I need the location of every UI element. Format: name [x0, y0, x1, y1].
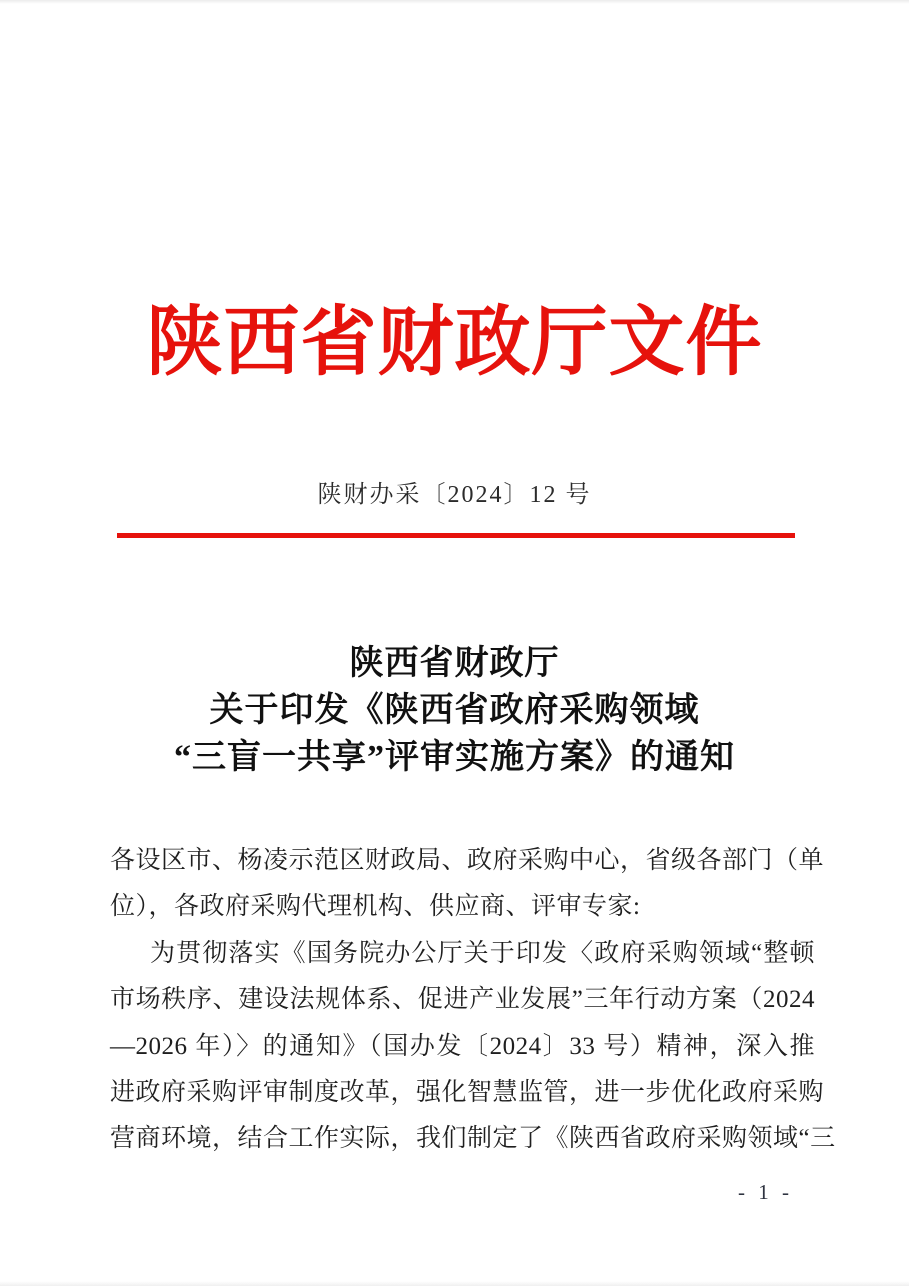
document-title-line-3: “三盲一共享”评审实施方案》的通知 [174, 739, 735, 776]
body-line: 位），各政府采购代理机构、供应商、评审专家: [110, 893, 641, 921]
page-number: - 1 - [738, 1180, 793, 1204]
letterhead-title: 陕西省财政厅文件 [146, 301, 763, 385]
document-title [0, 640, 909, 781]
document-title-line-2: 关于印发《陕西省政府采购领域 [209, 692, 700, 729]
body-line: 进政府采购评审制度改革，强化智慧监管，进一步优化政府采购 [110, 1078, 825, 1106]
body-line: 各设区市、杨凌示范区财政局、政府采购中心，省级各部门（单 [110, 847, 825, 874]
red-divider-line [117, 533, 795, 538]
document-title-line-1: 陕西省财政厅 [349, 645, 560, 682]
body-line: 市场秩序、建设法规体系、促进产业发展”三年行动方案（2024 [110, 986, 815, 1014]
body-line: 营商环境，结合工作实际，我们制定了《陕西省政府采购领域“三 [110, 1125, 836, 1153]
document-reference-number: 陕财办采〔2024〕12 号 [317, 482, 592, 508]
document-body [110, 838, 836, 1163]
scan-artifact-top [0, 0, 909, 4]
scan-artifact-bottom [0, 1281, 909, 1286]
body-line: 为贯彻落实《国务院办公厅关于印发〈政府采购领域“整顿 [150, 939, 815, 967]
body-line: —2026 年）〉的通知》（国办发〔2024〕33 号）精神，深入推 [110, 1032, 815, 1060]
